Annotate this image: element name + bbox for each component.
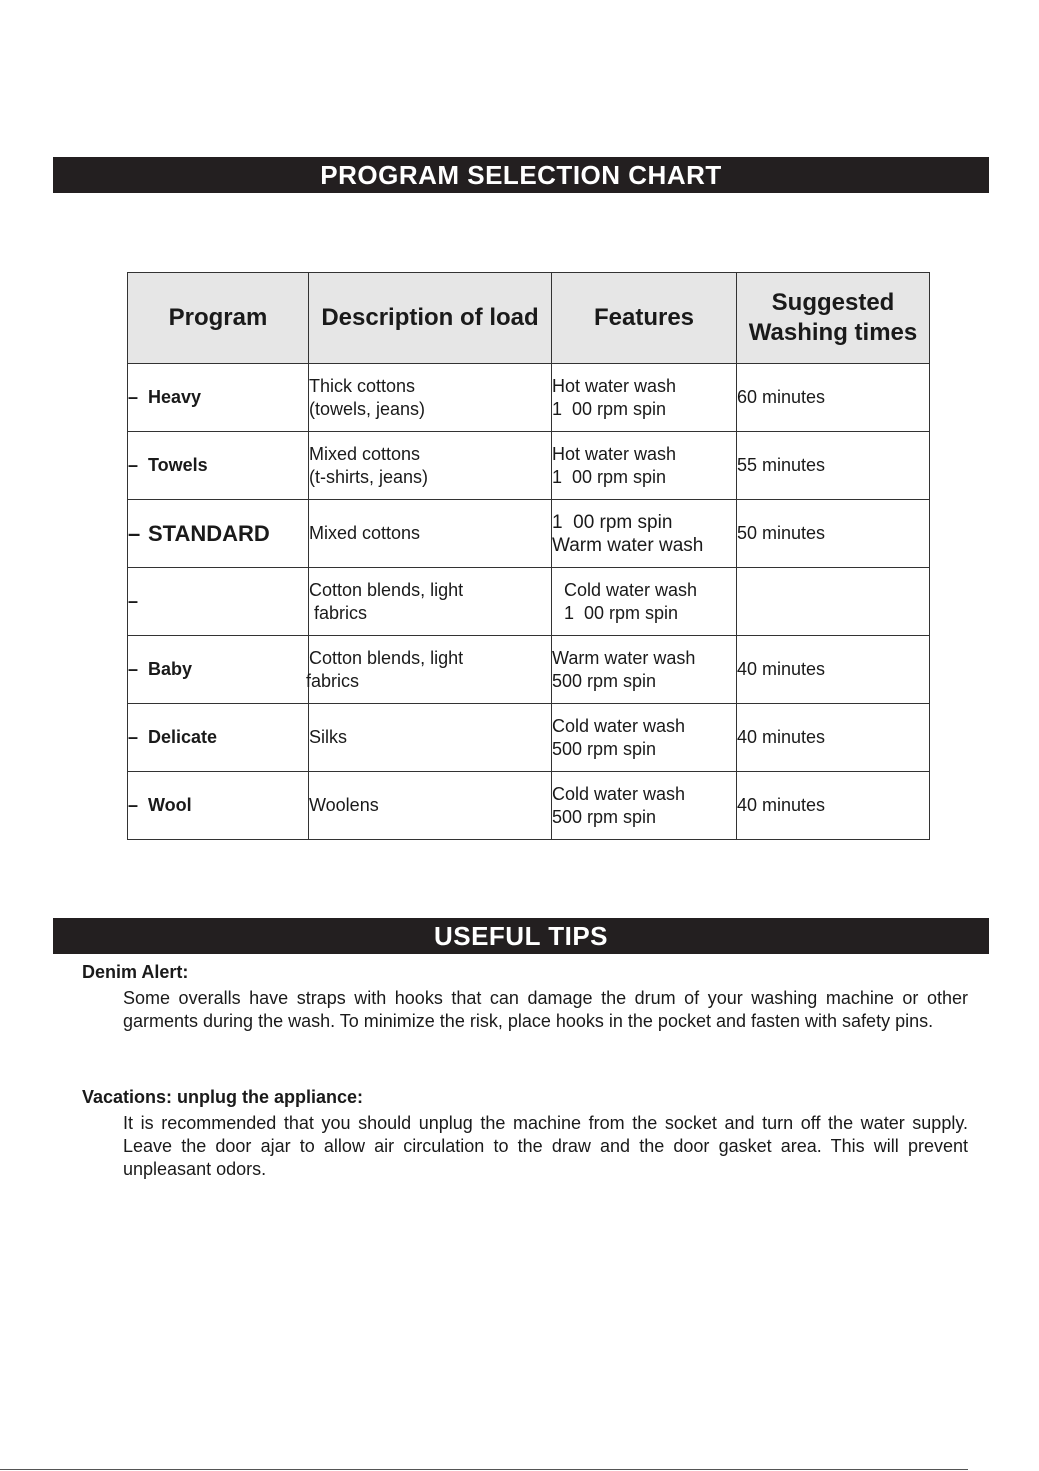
program-cell [128,704,309,772]
features-cell [552,636,737,704]
feature-line: 500 rpm spin [552,806,657,827]
description-cell [309,568,552,636]
description-cell [309,500,552,568]
description-cell [309,704,552,772]
feature-line: Cold water wash [552,715,686,736]
program-cell [128,432,309,500]
table-row [128,568,930,636]
washing-time-cell [737,568,930,636]
feature-line: 1 00 rpm spin [552,466,667,487]
washing-time-cell: 60 minutes [737,364,930,432]
feature-line: Hot water wash [552,443,677,464]
description-line: Thick cottons [309,375,416,396]
description-line: fabrics [309,602,368,623]
description-line: Mixed cottons [309,523,421,543]
program-cell [128,636,309,704]
program-name: Heavy [148,387,202,407]
table-row [128,704,930,772]
program-cell [128,772,309,840]
program-name: STANDARD [148,520,270,546]
table-row [128,500,930,568]
table-row [128,772,930,840]
feature-line: Warm water wash [552,647,696,668]
dash-icon: – [128,659,139,679]
description-cell [309,364,552,432]
features-cell [552,500,737,568]
dash-icon: – [128,387,139,407]
program-name: Baby [148,659,193,679]
description-line: (t-shirts, jeans) [309,466,429,487]
description-line: Cotton blends, light [309,647,464,668]
tip-vacations [82,1086,968,1181]
description-line: (towels, jeans) [309,398,426,419]
washing-time-cell: 40 minutes [737,636,930,704]
dash-icon: – [128,591,139,611]
features-cell [552,568,737,636]
dash-icon: – [128,455,139,475]
tip-denim-alert [82,961,968,1033]
features-cell [552,704,737,772]
header-features: Features [552,273,737,364]
tip-text: Some overalls have straps with hooks that can damage the drum of your washing machine or other garments during the wash. To minimize the risk, place hooks in the pocket and fasten with safety pins. [123,988,968,1031]
program-selection-table [127,272,930,840]
program-name: Delicate [148,727,218,747]
feature-line: 1 00 rpm spin [552,398,667,419]
washing-time-cell: 50 minutes [737,500,930,568]
feature-line: Hot water wash [552,375,677,396]
description-line: Mixed cottons [309,443,421,464]
washing-time-cell: 40 minutes [737,704,930,772]
feature-line: 1 00 rpm spin [552,511,673,533]
description-line: fabrics [306,670,360,691]
description-cell [306,636,552,704]
feature-line: 500 rpm spin [552,670,657,691]
header-washing-times [737,273,930,364]
features-cell [552,432,737,500]
header-program: Program [128,273,309,364]
description-line: Woolens [309,795,379,815]
table-row [128,432,930,500]
program-chart-title: PROGRAM SELECTION CHART [53,157,989,193]
feature-line: Warm water wash [552,534,704,556]
table-row [128,636,930,704]
program-cell [128,500,309,568]
features-cell [552,364,737,432]
footer-divider [0,1469,968,1470]
feature-line: 1 00 rpm spin [564,602,679,623]
program-cell [128,364,309,432]
description-cell [309,432,552,500]
dash-icon: – [128,727,139,747]
washing-time-cell: 55 minutes [737,432,930,500]
table-header-row [128,273,930,364]
tip-text: It is recommended that you should unplug the machine from the socket and turn off the water supply. Leave the door ajar to allow air circulation to the draw and the door gasket area. This will prevent unpleasant odors. [123,1113,968,1179]
header-description: Description of load [309,273,552,364]
program-cell [128,568,309,636]
description-line: Cotton blends, light [309,579,464,600]
program-name: Towels [148,455,208,475]
dash-icon: – [128,520,141,546]
feature-line: Cold water wash [564,579,698,600]
table-row [128,364,930,432]
washing-time-cell: 40 minutes [737,772,930,840]
features-cell [552,772,737,840]
dash-icon: – [128,795,139,815]
useful-tips-title: USEFUL TIPS [53,918,989,954]
tip-heading: Denim Alert: [82,962,189,982]
feature-line: Cold water wash [552,783,686,804]
tip-heading: Vacations: unplug the appliance: [82,1087,364,1107]
header-washing-times-text: Suggested Washing times [748,289,918,346]
description-line: Silks [309,727,348,747]
description-cell [309,772,552,840]
program-name: Wool [148,795,192,815]
feature-line: 500 rpm spin [552,738,657,759]
